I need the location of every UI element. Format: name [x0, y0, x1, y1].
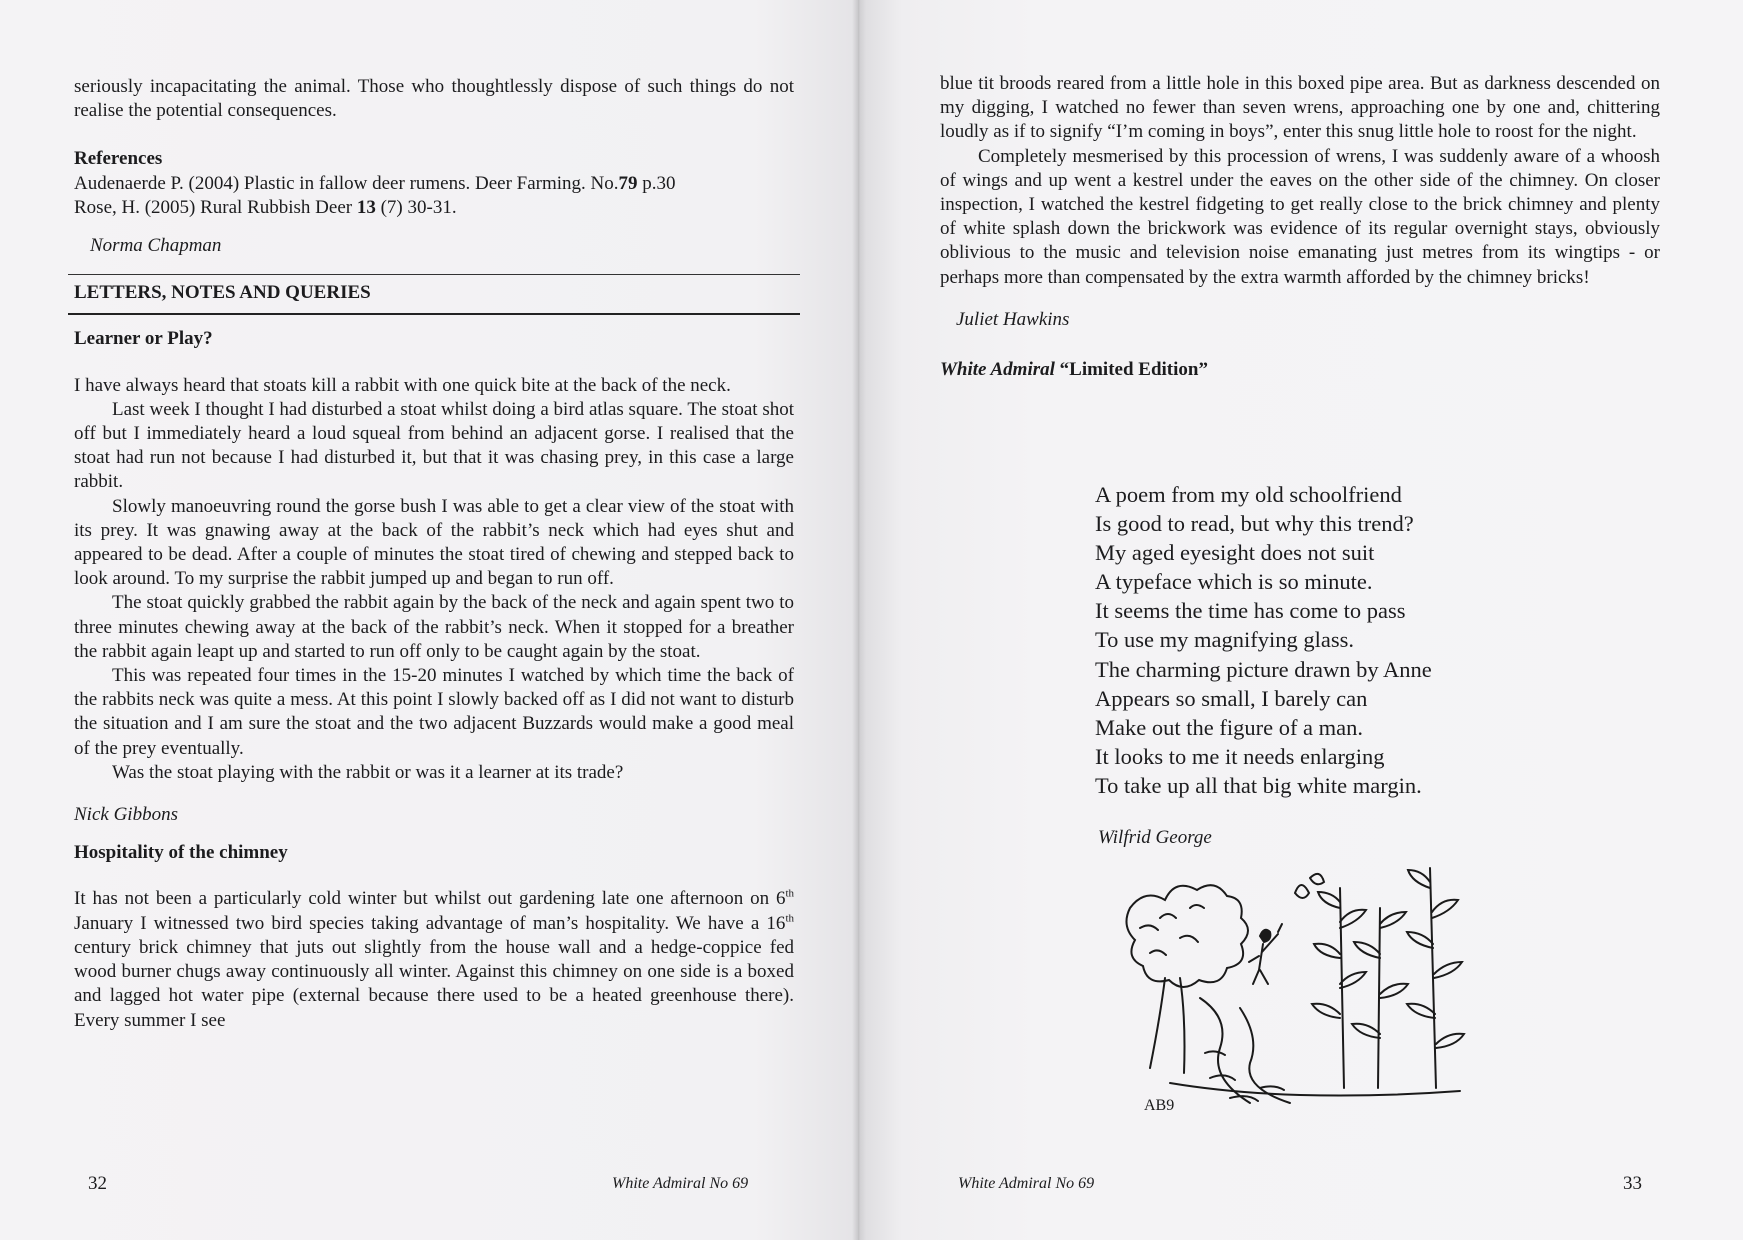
- reference-item: Rose, H. (2005) Rural Rubbish Deer 13 (7) 30-31.: [74, 196, 457, 218]
- paragraph: Was the stoat playing with the rabbit or was it a learner at its trade?: [112, 761, 624, 783]
- poem-line: The charming picture drawn by Anne: [1095, 656, 1432, 682]
- sketch-signature: AB9: [1144, 1097, 1175, 1114]
- poem-line: Make out the figure of a man.: [1095, 714, 1364, 740]
- divider: [68, 313, 800, 315]
- paragraph: blue tit broods reared from a little hole in this boxed pipe area. But as darkness descended on my digging, I watched no fewer than seven wrens, approaching one by one and, chittering loudly as if to signify “I’m coming in boys”, enter this snug little hole to roost for the night.: [940, 73, 1660, 143]
- paragraph: The stoat quickly grabbed the rabbit again by the back of the neck and again spent two to three minutes chewing away at the back of the rabbit’s neck. When it stopped for a breather the rabbit again leapt up and started to run off only to be caught again by the stoat.: [74, 592, 794, 662]
- poem-line: It looks to me it needs enlarging: [1095, 743, 1385, 769]
- right-text-column: [940, 72, 1660, 382]
- poem-line: My aged eyesight does not suit: [1095, 540, 1375, 566]
- paragraph: This was repeated four times in the 15-20 minutes I watched by which time the back of the rabbits neck was quite a mess. At this point I slowly backed off as I did not want to disturb the situation and I am sure the stoat and the two adjacent Buzzards would make a good meal of the prey eventually.: [74, 665, 794, 759]
- article-title: Learner or Play?: [74, 328, 213, 350]
- poem-line: Is good to read, but why this trend?: [1095, 511, 1414, 537]
- poem-line: Appears so small, I barely can: [1095, 685, 1368, 711]
- paragraph: Completely mesmerised by this procession of wrens, I was suddenly aware of a whoosh of wings and up went a kestrel under the eaves on the other side of the chimney. On closer inspection, I watched the kestrel fidgeting to get really close to the brick chimney and plenty of white splash down the brickwork was evidence of its regular overnight stays, obviously oblivious to the music and television noise emanating just metres from its wingtips - or perhaps more than compensated by the extra warmth afforded by the chimney bricks!: [940, 145, 1660, 288]
- running-head: White Admiral No 69: [612, 1175, 749, 1192]
- section-heading: LETTERS, NOTES AND QUERIES: [74, 282, 371, 304]
- poem-line: To use my magnifying glass.: [1095, 627, 1355, 653]
- article-title: Hospitality of the chimney: [74, 842, 288, 864]
- poem-line: A poem from my old schoolfriend: [1095, 482, 1402, 507]
- references-heading: References: [74, 148, 163, 170]
- paragraph: It has not been a particularly cold winter but whilst out gardening late one afternoon on 6th January I witnessed two bird species taking advantage of man’s hospitality. We have a 16th century brick chimney that juts out slightly from the house wall and a hedge-coppice fed wood burner chugs away continuously all winter. Against this chimney on one side is a boxed and lagged hot water pipe (external because there used to be a heated greenhouse there). Every summer I see: [74, 888, 794, 1031]
- running-head: White Admiral No 69: [958, 1175, 1095, 1192]
- author-signature: Juliet Hawkins: [956, 308, 1070, 330]
- page-number: 32: [88, 1173, 107, 1194]
- opening-text: seriously incapacitating the animal. Those who thoughtlessly dispose of such things do not realise the potential consequences.: [74, 76, 794, 122]
- article-title: White Admiral “Limited Edition”: [940, 359, 1208, 381]
- poem-line: To take up all that big white margin.: [1095, 772, 1422, 798]
- paragraph: I have always heard that stoats kill a rabbit with one quick bite at the back of the neck.: [74, 374, 731, 396]
- paragraph: Last week I thought I had disturbed a stoat whilst doing a bird atlas square. The stoat shot off but I immediately heard a loud squeal from behind an adjacent gorse. I realised that the stoat had run not because I had disturbed it, but that it was chasing prey, in this case a large rabbit.: [74, 398, 794, 493]
- author-signature: Norma Chapman: [90, 235, 222, 257]
- left-page: [0, 0, 858, 1240]
- page-number: 33: [1623, 1173, 1642, 1194]
- paragraph: Slowly manoeuvring round the gorse bush I was able to get a clear view of the stoat with its prey. It was gnawing away at the back of the rabbit’s neck which had eyes shut and appeared to be dead. After a couple of minutes the stoat tired of chewing and stepped back to look around. To my surprise the rabbit jumped up and began to run off.: [74, 495, 794, 590]
- author-signature: Nick Gibbons: [74, 804, 178, 826]
- book-gutter: [852, 0, 866, 1240]
- poem-line: A typeface which is so minute.: [1095, 569, 1373, 595]
- reference-item: Audenaerde P. (2004) Plastic in fallow deer rumens. Deer Farming. No.79 p.30: [74, 172, 676, 194]
- poet-signature: Wilfrid George: [1098, 827, 1212, 848]
- poem: [1095, 480, 1432, 800]
- left-text-column: [74, 75, 794, 1033]
- ink-sketch-illustration: [1110, 848, 1510, 1118]
- poem-line: It seems the time has come to pass: [1095, 598, 1406, 624]
